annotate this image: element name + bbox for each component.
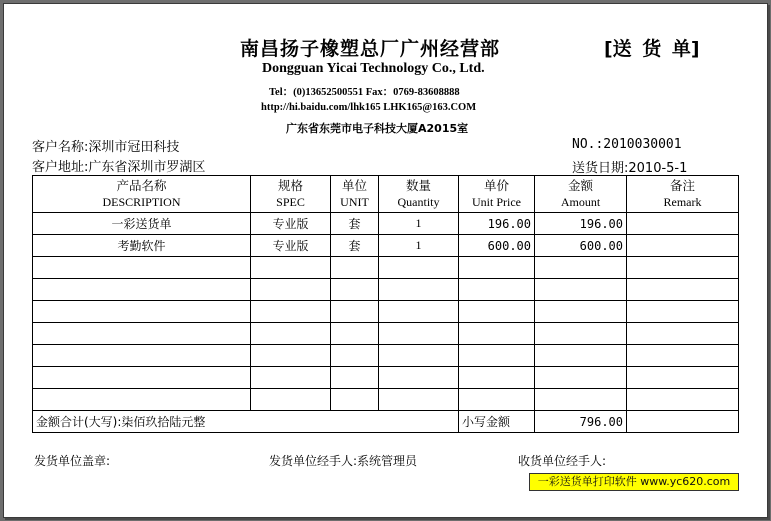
item-unit-price: [459, 389, 535, 411]
item-remark: [627, 279, 739, 301]
column-header: [459, 176, 535, 213]
column-header: [627, 176, 739, 213]
column-header: [251, 176, 331, 213]
item-amount: [535, 345, 627, 367]
item-spec: 专业版: [251, 213, 331, 235]
total-remark-cell: [627, 411, 739, 433]
item-quantity: [379, 323, 459, 345]
item-amount: [535, 257, 627, 279]
company-name-en: Dongguan Yicai Technology Co., Ltd.: [262, 61, 485, 76]
item-quantity: 1: [379, 235, 459, 257]
item-unit-price: [459, 279, 535, 301]
item-unit: [331, 389, 379, 411]
delivery-note-paper: [3, 3, 768, 518]
item-name: 考勤软件: [33, 235, 251, 257]
item-quantity: [379, 279, 459, 301]
totals-row: [33, 411, 739, 433]
delivery-date: 送货日期:2010-5-1: [572, 161, 688, 176]
customer-address: 客户地址:广东省深圳市罗湖区: [32, 160, 206, 175]
item-spec: [251, 323, 331, 345]
item-name: [33, 345, 251, 367]
item-unit-price: 600.00: [459, 235, 535, 257]
item-spec: [251, 345, 331, 367]
column-header-cn: 规格: [277, 178, 303, 193]
company-name-cn: 南昌扬子橡塑总厂广州经营部: [240, 38, 501, 60]
column-header: [33, 176, 251, 213]
item-unit: [331, 301, 379, 323]
item-quantity: [379, 345, 459, 367]
column-header-en: Unit Price: [472, 195, 521, 209]
table-row: [33, 301, 739, 323]
item-remark: [627, 213, 739, 235]
table-row: [33, 345, 739, 367]
table-row: [33, 257, 739, 279]
table-row: [33, 389, 739, 411]
item-quantity: 1: [379, 213, 459, 235]
item-spec: [251, 389, 331, 411]
total-in-words: 金额合计(大写):柒佰玖拾陆元整: [33, 411, 459, 433]
item-quantity: [379, 301, 459, 323]
receiver-handler: 收货单位经手人:: [518, 454, 607, 468]
item-spec: [251, 367, 331, 389]
item-unit-price: [459, 367, 535, 389]
column-header-cn: 单价: [483, 178, 509, 193]
total-small-label: 小写金额: [459, 411, 535, 433]
item-name: [33, 257, 251, 279]
item-amount: [535, 389, 627, 411]
contact-info: Tel：(0)13652500551 Fax：0769-83608888: [269, 87, 460, 98]
item-unit: [331, 367, 379, 389]
column-header-en: Remark: [663, 195, 702, 209]
item-unit-price: 196.00: [459, 213, 535, 235]
item-name: [33, 389, 251, 411]
stamp-label: 发货单位盖章:: [34, 454, 111, 468]
column-header-cn: 产品名称: [116, 178, 167, 193]
item-remark: [627, 235, 739, 257]
column-header: [535, 176, 627, 213]
item-name: 一彩送货单: [33, 213, 251, 235]
column-header-cn: 金额: [567, 178, 593, 193]
item-amount: [535, 279, 627, 301]
item-amount: 600.00: [535, 235, 627, 257]
table-row: [33, 279, 739, 301]
table-row: [33, 367, 739, 389]
item-amount: [535, 301, 627, 323]
column-header: [331, 176, 379, 213]
item-spec: [251, 279, 331, 301]
item-unit-price: [459, 257, 535, 279]
item-amount: [535, 367, 627, 389]
item-quantity: [379, 257, 459, 279]
item-unit: [331, 257, 379, 279]
item-name: [33, 367, 251, 389]
total-amount: 796.00: [535, 411, 627, 433]
table-row: [33, 323, 739, 345]
table-row: [33, 213, 739, 235]
item-unit: [331, 323, 379, 345]
column-header: [379, 176, 459, 213]
item-name: [33, 301, 251, 323]
column-header-en: Quantity: [397, 195, 440, 209]
column-header-cn: 单位: [341, 178, 367, 193]
web-email: http://hi.baidu.com/lhk165 LHK165@163.COM: [261, 102, 477, 113]
software-badge[interactable]: 一彩送货单打印软件 www.yc620.com: [529, 473, 739, 491]
item-remark: [627, 257, 739, 279]
column-header-en: SPEC: [276, 195, 305, 209]
document-type: [送 货 单]: [604, 38, 700, 60]
item-amount: 196.00: [535, 213, 627, 235]
item-spec: 专业版: [251, 235, 331, 257]
item-unit-price: [459, 301, 535, 323]
item-remark: [627, 389, 739, 411]
item-unit-price: [459, 323, 535, 345]
document-number: NO.:2010030001: [572, 137, 682, 152]
item-remark: [627, 345, 739, 367]
item-name: [33, 323, 251, 345]
item-unit: 套: [331, 213, 379, 235]
customer-name: 客户名称:深圳市冠田科技: [32, 140, 180, 155]
item-spec: [251, 301, 331, 323]
item-quantity: [379, 367, 459, 389]
table-header-row: [33, 176, 739, 213]
column-header-en: Amount: [560, 195, 601, 209]
item-unit-price: [459, 345, 535, 367]
column-header-en: DESCRIPTION: [102, 195, 181, 209]
column-header-cn: 数量: [405, 178, 431, 193]
item-name: [33, 279, 251, 301]
items-table: [32, 175, 739, 433]
item-remark: [627, 301, 739, 323]
item-spec: [251, 257, 331, 279]
company-address: 广东省东莞市电子科技大厦A2015室: [286, 122, 469, 135]
table-row: [33, 235, 739, 257]
item-unit: [331, 279, 379, 301]
item-unit: [331, 345, 379, 367]
item-quantity: [379, 389, 459, 411]
item-remark: [627, 367, 739, 389]
sender-handler: 发货单位经手人:系统管理员: [269, 454, 418, 468]
column-header-cn: 备注: [669, 178, 695, 193]
item-remark: [627, 323, 739, 345]
item-amount: [535, 323, 627, 345]
column-header-en: UNIT: [340, 195, 369, 209]
item-unit: 套: [331, 235, 379, 257]
